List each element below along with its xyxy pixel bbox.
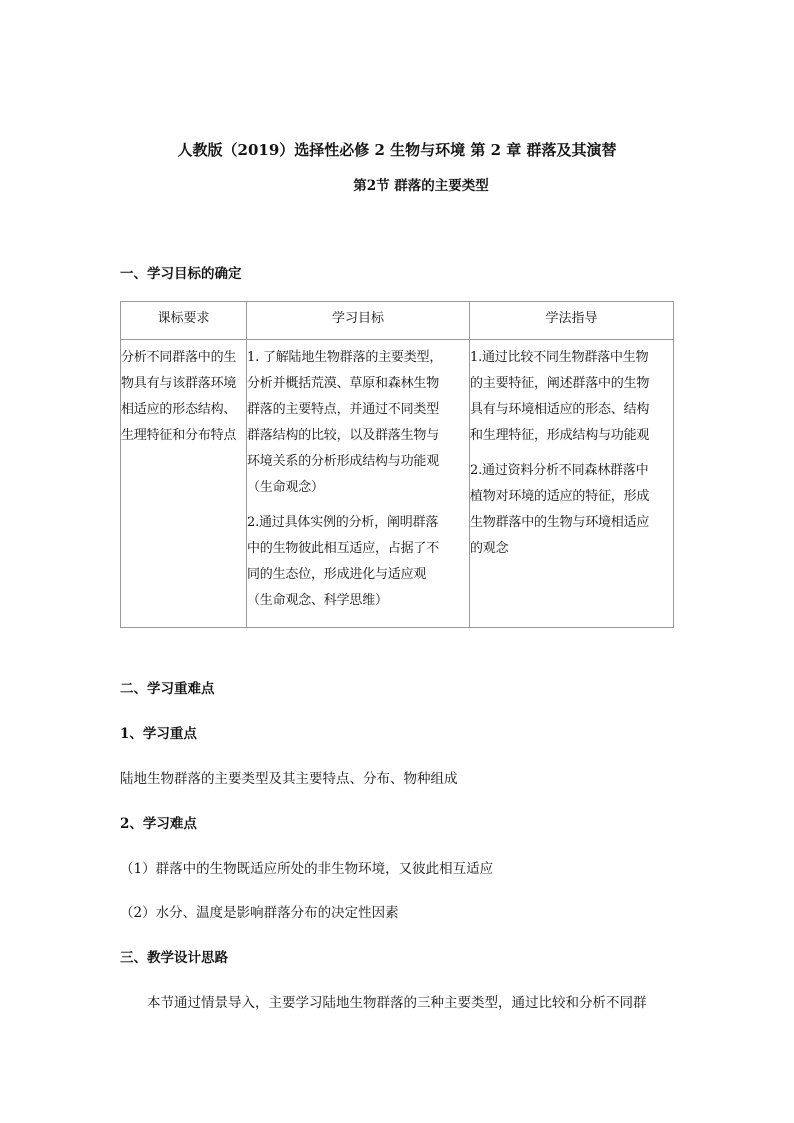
table-cell-curriculum [121,340,247,628]
cell-line: 同的生态位，形成进化与适应观 [247,567,427,582]
difficulties-heading: 2、学习难点 [120,816,197,832]
cell-line: 生理特征和分布特点 [121,428,237,443]
cell-line: 物具有与该群落环境 [121,376,237,391]
cell-line: 植物对环境的适应的特征，形成 [470,489,650,504]
cell-line: 1.通过比较不同生物群落中生物 [470,350,649,365]
table-header-cell: 学习目标 [247,302,470,340]
learning-goals-table [120,301,674,628]
table-header-row [121,302,674,340]
cell-line: 的观念 [470,541,509,556]
cell-line: （生命观念、科学思维） [247,593,388,608]
cell-line: （生命观念） [247,480,324,495]
key-points-text: 陆地生物群落的主要类型及其主要特点、分布、物种组成 [120,771,458,787]
cell-line: 分析并概括荒漠、草原和森林生物 [247,376,440,391]
key-points-heading: 1、学习重点 [120,726,197,742]
section2-heading: 二、学习重难点 [120,681,215,697]
section1-heading: 一、学习目标的确定 [120,266,242,282]
table-cell-guidance [470,340,674,628]
cell-line: 和生理特征，形成结构与功能观 [470,428,650,443]
cell-line: 2.通过具体实例的分析，阐明群落 [247,515,439,530]
cell-line: 2.通过资料分析不同森林群落中 [470,463,649,478]
section3-heading: 三、教学设计思路 [120,950,228,966]
cell-line: 生物群落中的生物与环境相适应 [470,515,650,530]
cell-line: 群落的主要特点，并通过不同类型 [247,402,440,417]
cell-line: 中的生物彼此相互适应，占据了不 [247,541,440,556]
cell-line: 分析不同群落中的生 [121,350,237,365]
cell-line: 具有与环境相适应的形态、结构 [470,402,650,417]
cell-line: 1. 了解陆地生物群落的主要类型， [247,350,443,365]
section-subtitle: 第2节 群落的主要类型 [353,178,489,194]
table-row [121,340,674,628]
document-title: 人教版（2019）选择性必修 2 生物与环境 第 2 章 群落及其演替 [177,141,617,159]
table-header-cell: 课标要求 [121,302,247,340]
table-cell-goals [247,340,470,628]
cell-line: 群落结构的比较，以及群落生物与 [247,428,440,443]
difficulty-item: （1）群落中的生物既适应所处的非生物环境，又彼此相互适应 [120,861,494,877]
design-idea-text: 本节通过情景导入，主要学习陆地生物群落的三种主要类型，通过比较和分析不同群 [120,995,647,1011]
table-header-cell: 学法指导 [470,302,674,340]
cell-line: 环境关系的分析形成结构与功能观 [247,454,440,469]
difficulty-item: （2）水分、温度是影响群落分布的决定性因素 [120,905,399,921]
cell-line: 相适应的形态结构、 [121,402,237,417]
cell-line: 的主要特征，阐述群落中的生物 [470,376,650,391]
